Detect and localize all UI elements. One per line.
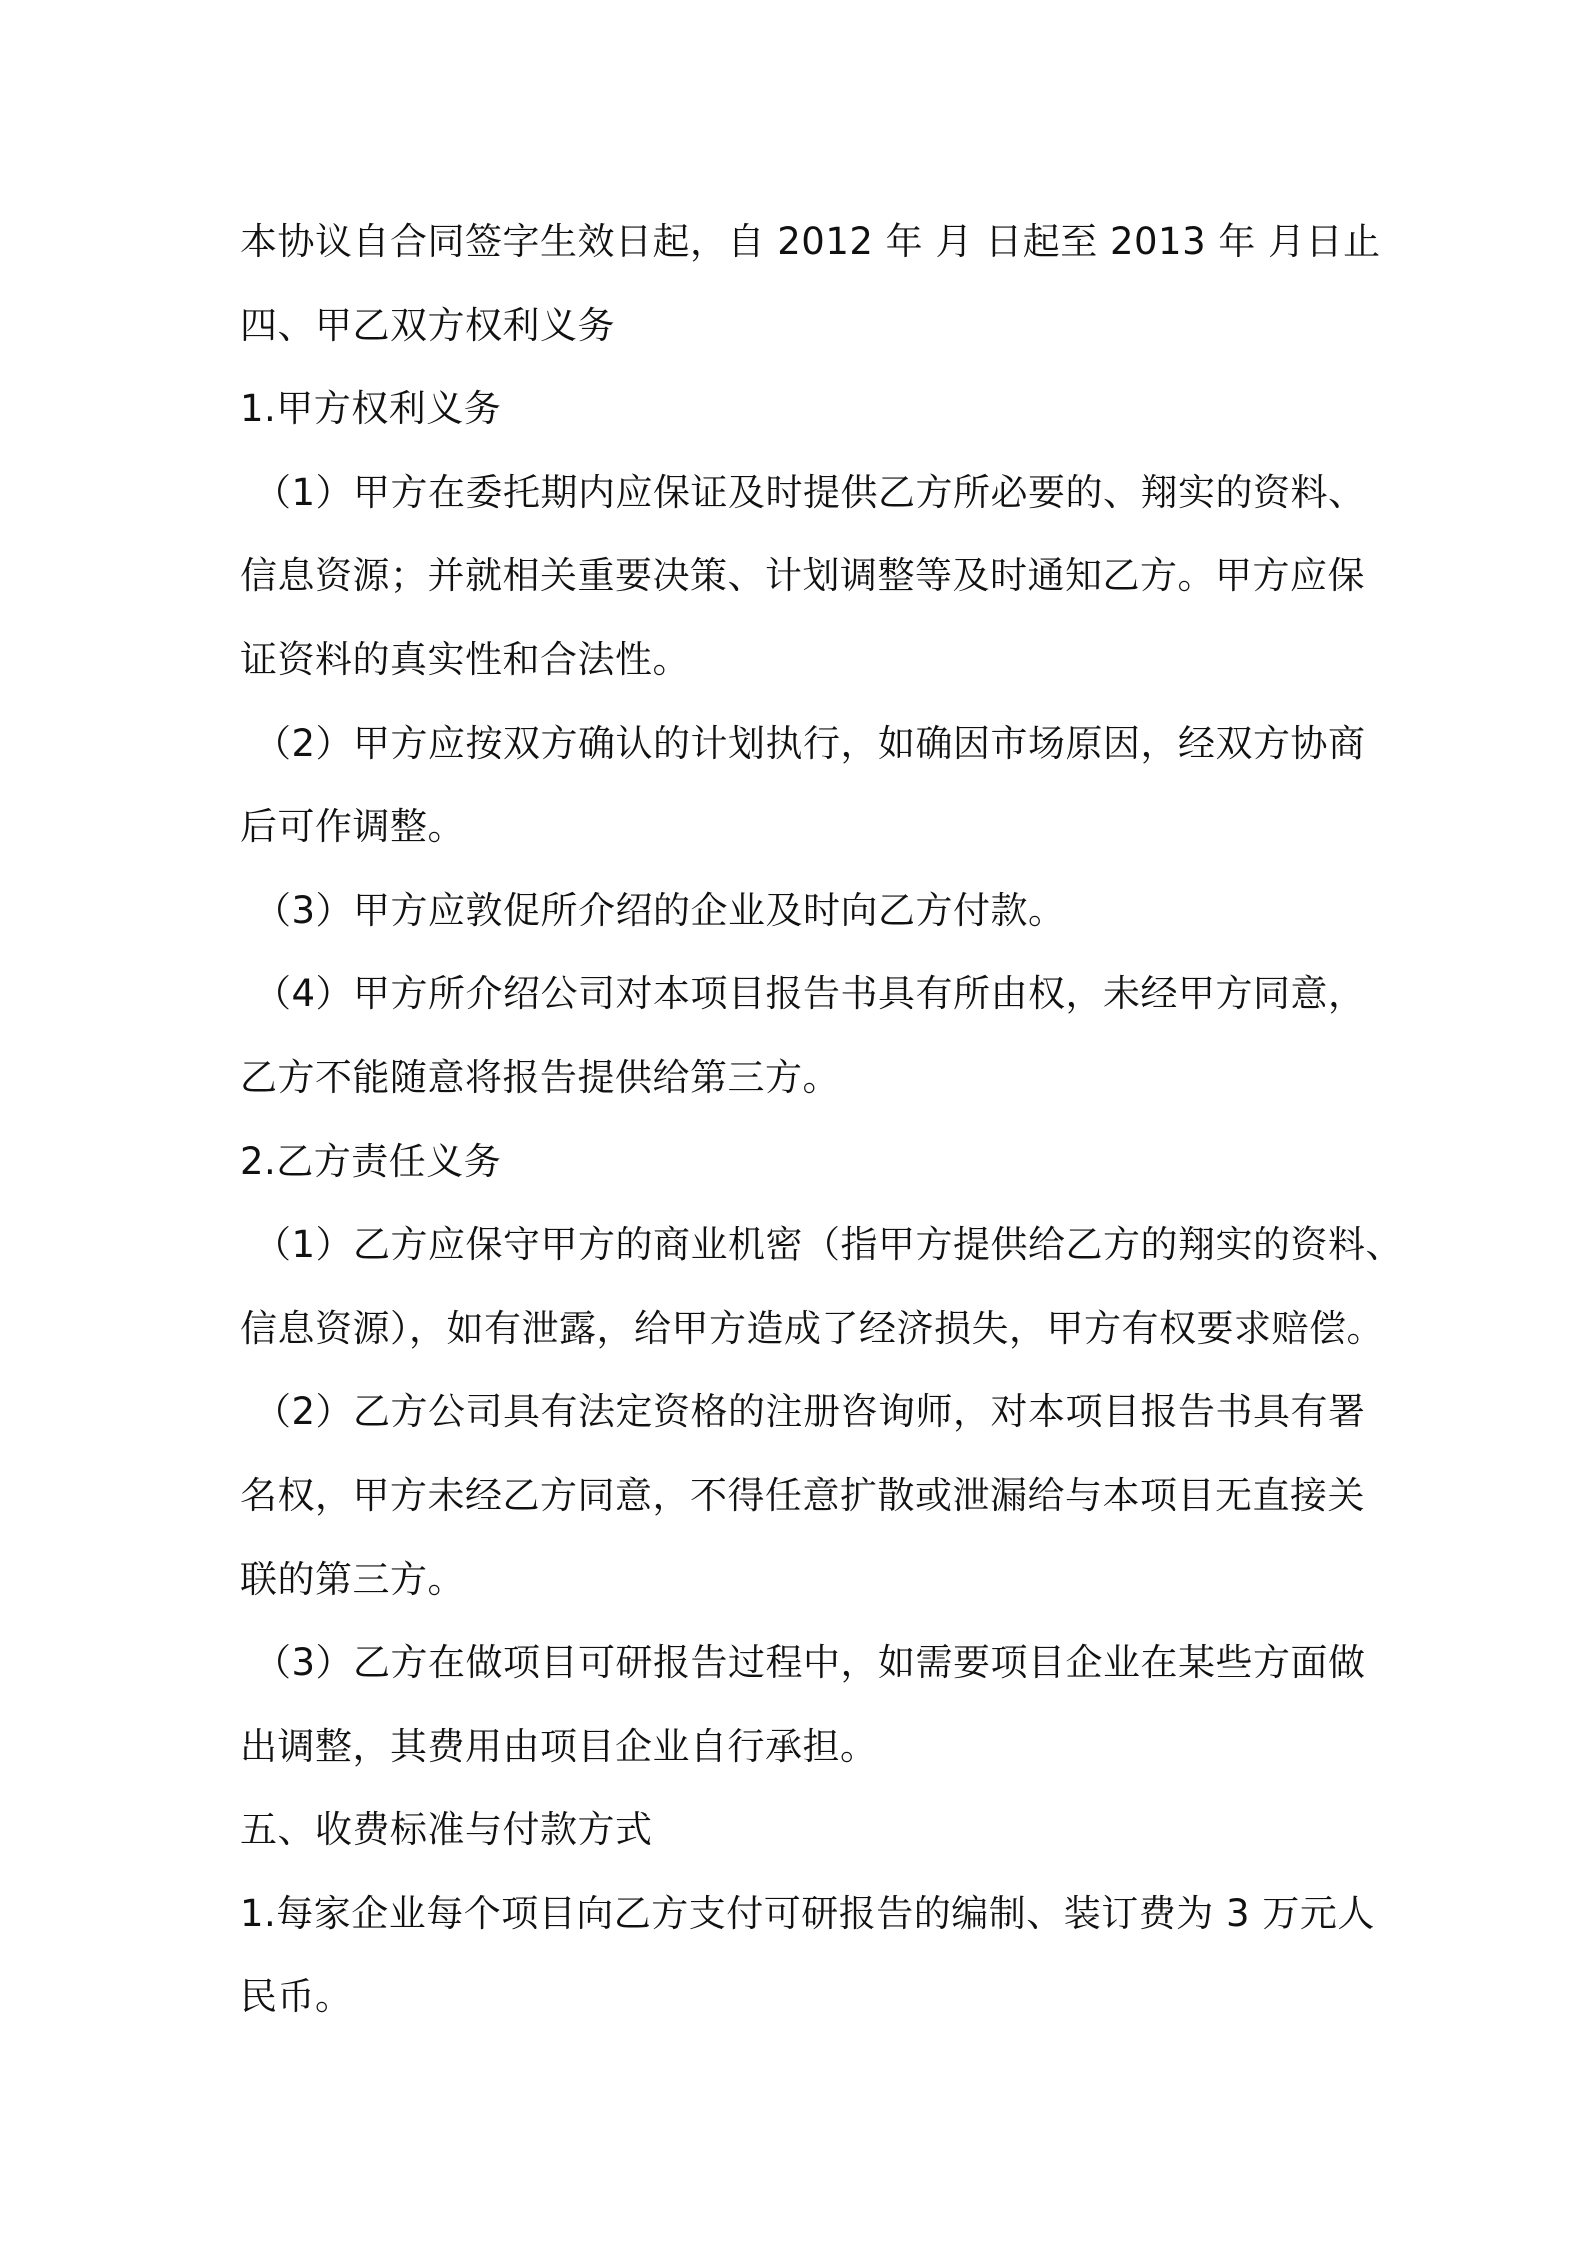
- document-body: [240, 200, 1404, 2039]
- clause-b2-line3: 联的第三方。: [240, 1557, 465, 1601]
- clause-b1-line1: （1）乙方应保守甲方的商业机密（指甲方提供给乙方的翔实的资料、: [254, 1223, 1404, 1267]
- clause-a1-line2: 信息资源；并就相关重要决策、计划调整等及时通知乙方。甲方应保: [240, 554, 1365, 598]
- clause-b3-line1: （3）乙方在做项目可研报告过程中，如需要项目企业在某些方面做: [254, 1641, 1366, 1685]
- clause-b3-line2: 出调整，其费用由项目企业自行承担。: [240, 1724, 878, 1768]
- clause-b1-line2: 信息资源），如有泄露，给甲方造成了经济损失，甲方有权要求赔偿。: [240, 1306, 1384, 1350]
- subheading-party-a: 1.甲方权利义务: [240, 387, 502, 431]
- clause-a4-line2: 乙方不能随意将报告提供给第三方。: [240, 1055, 840, 1099]
- fee-clause-line2: 民币。: [240, 1975, 353, 2019]
- clause-b2-line2: 名权，甲方未经乙方同意，不得任意扩散或泄漏给与本项目无直接关: [240, 1473, 1365, 1517]
- section-heading-fees-payment: 五、收费标准与付款方式: [240, 1808, 653, 1852]
- clause-a2-line1: （2）甲方应按双方确认的计划执行，如确因市场原因，经双方协商: [254, 721, 1366, 765]
- fee-clause-line1: 1.每家企业每个项目向乙方支付可研报告的编制、装订费为 3 万元人: [240, 1891, 1375, 1935]
- clause-a1-line1: （1）甲方在委托期内应保证及时提供乙方所必要的、翔实的资料、: [254, 470, 1366, 514]
- clause-a3-line1: （3）甲方应敦促所介绍的企业及时向乙方付款。: [254, 888, 1066, 932]
- clause-a4-line1: （4）甲方所介绍公司对本项目报告书具有所由权，未经甲方同意，: [254, 972, 1366, 1016]
- subheading-party-b: 2.乙方责任义务: [240, 1139, 502, 1183]
- clause-a1-line3: 证资料的真实性和合法性。: [240, 637, 690, 681]
- clause-a2-line2: 后可作调整。: [240, 805, 465, 849]
- section-heading-rights-obligations: 四、甲乙双方权利义务: [240, 303, 615, 347]
- clause-b2-line1: （2）乙方公司具有法定资格的注册咨询师，对本项目报告书具有署: [254, 1390, 1366, 1434]
- text-line-effective-date: 本协议自合同签字生效日起，自 2012 年 月 日起至 2013 年 月日止: [240, 220, 1381, 263]
